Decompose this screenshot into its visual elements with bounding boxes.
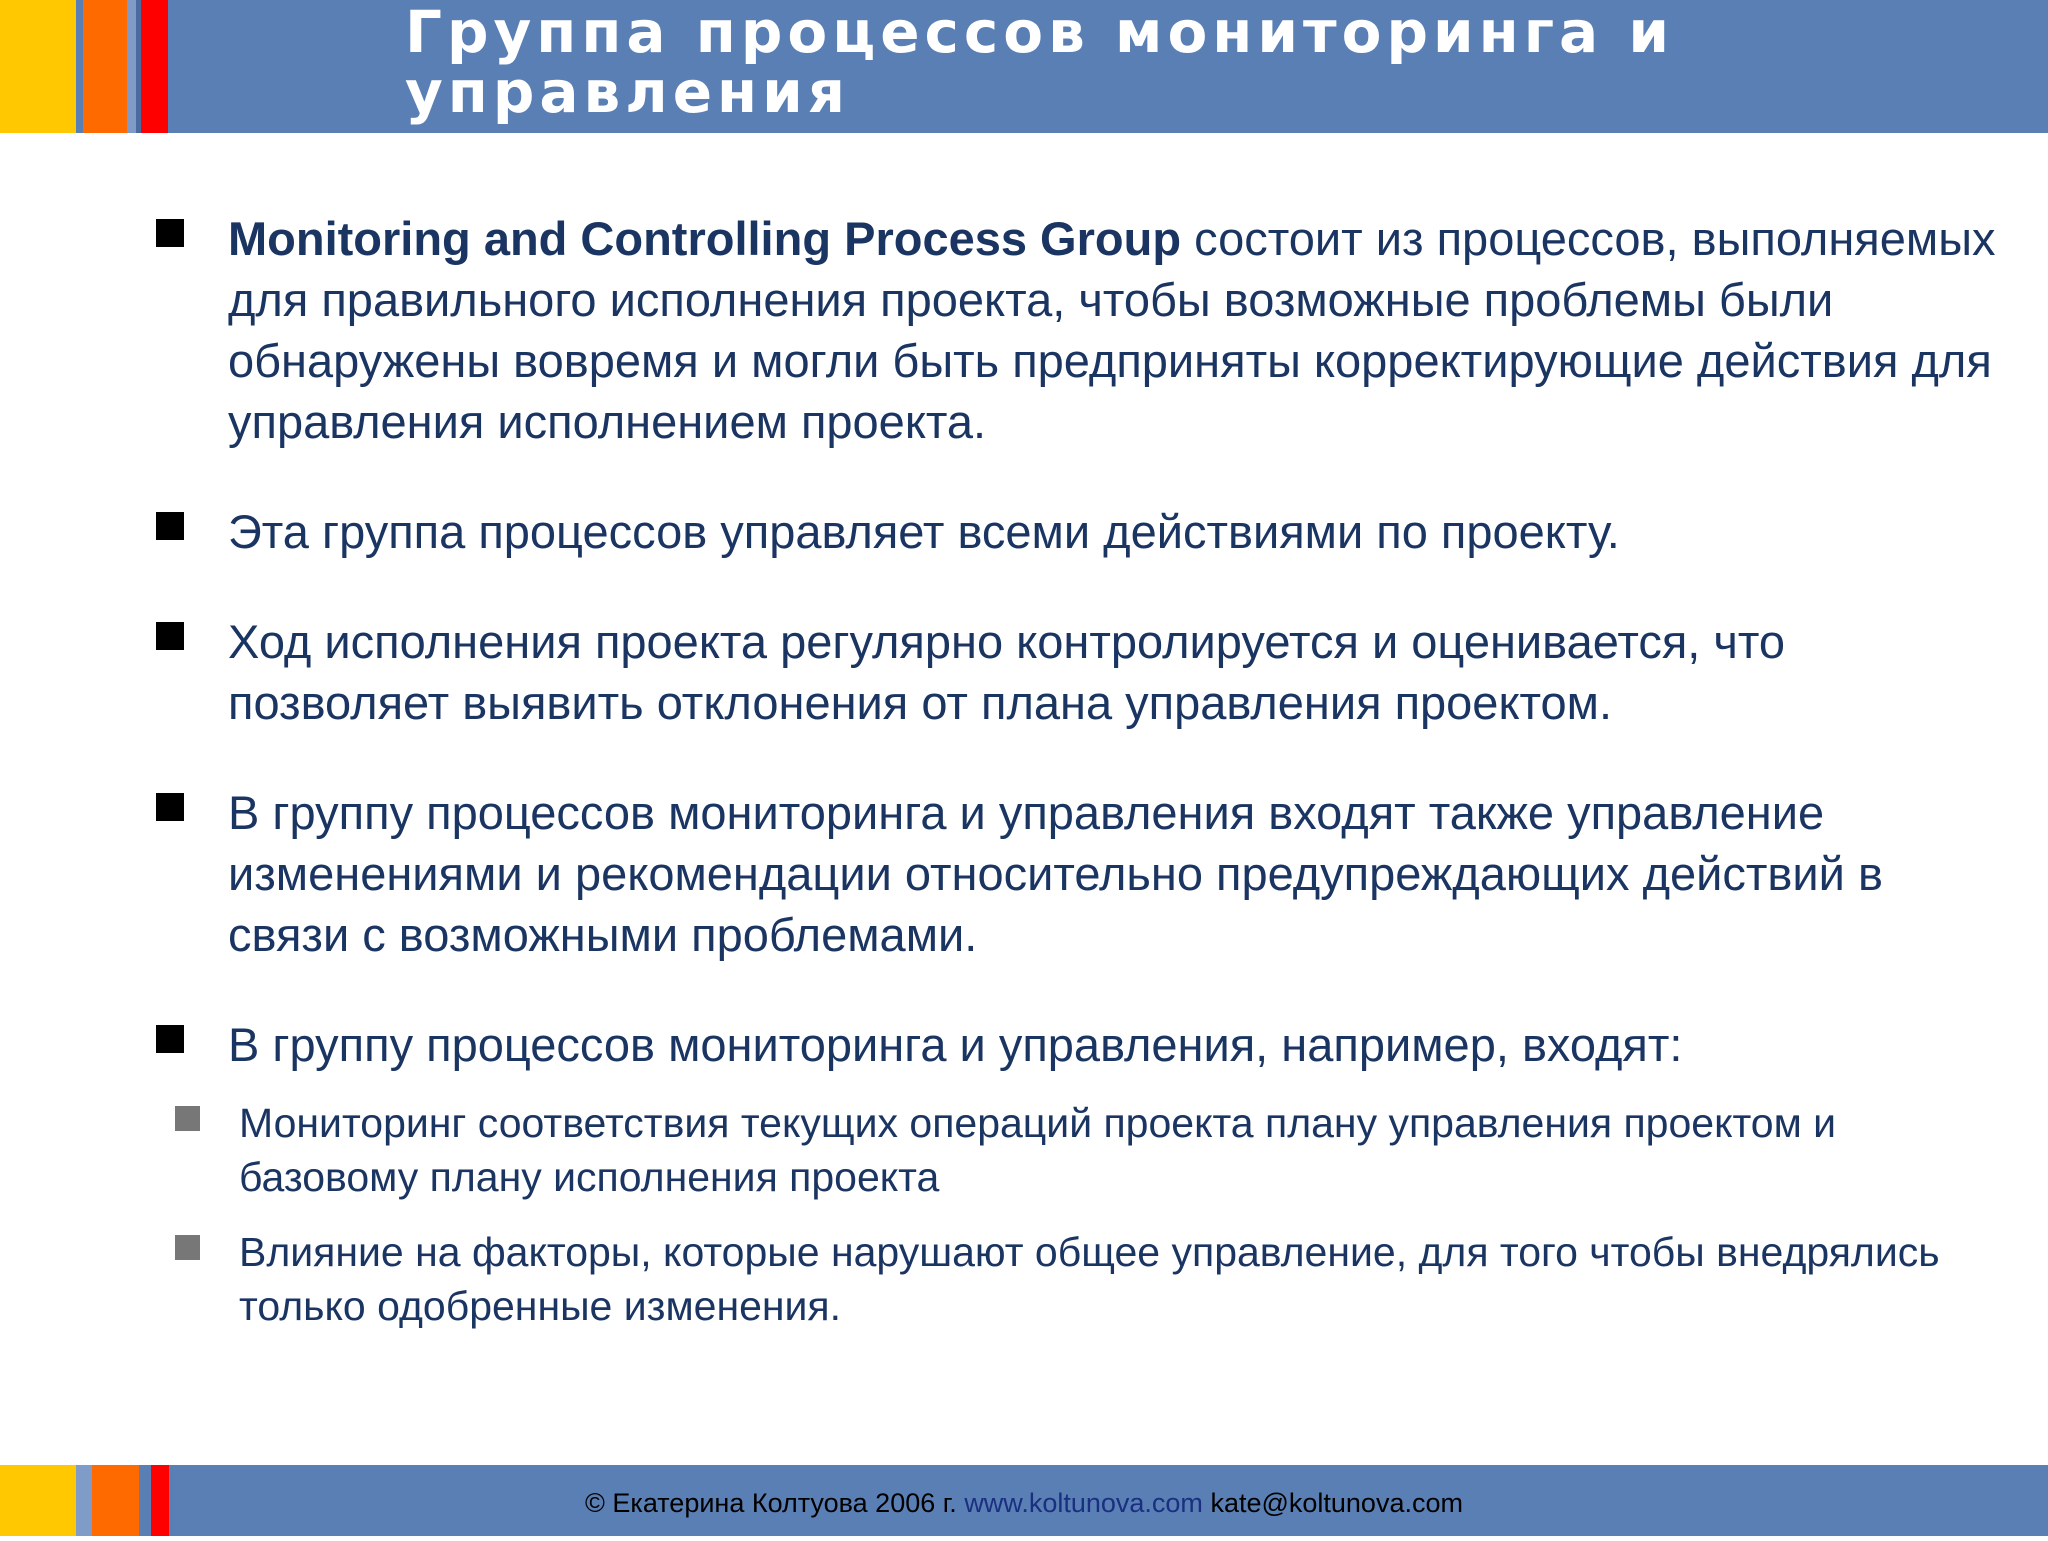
bullet-3: Ход исполнения проекта регулярно контролируется и оценивается, что позволяет выявить отклонения от плана управления проектом. (228, 615, 1786, 729)
header-bar (0, 0, 2048, 133)
subbullet-2: Влияние на факторы, которые нарушают общее управление, для того чтобы внедрялись только одобренные изменения. (239, 1229, 1940, 1329)
footer-copyright: © Екатерина Колтуова 2006 г. (585, 1488, 957, 1518)
subbullet-marker (175, 1106, 200, 1131)
bullet-marker (156, 512, 184, 540)
header-stripe-yellow (0, 0, 76, 133)
footer-website-link[interactable]: www.koltunova.com (964, 1488, 1203, 1518)
bullet-marker (156, 793, 184, 821)
header-stripe-blue (127, 0, 136, 133)
bullet-marker (156, 622, 184, 650)
bullet-1-bold: Monitoring and Controlling Process Group (228, 212, 1182, 265)
header-stripe-orange (83, 0, 127, 133)
footer-text (0, 1465, 2048, 1536)
footer-bar (0, 1465, 2048, 1536)
bullet-5: В группу процессов мониторинга и управления, например, входят: (228, 1018, 1683, 1071)
header-stripe-red (141, 0, 168, 133)
footer-email[interactable]: kate@koltunova.com (1210, 1488, 1463, 1518)
subbullet-1: Мониторинг соответствия текущих операций проекта плану управления проектом и базовому плану исполнения проекта (239, 1100, 1837, 1200)
subbullet-marker (175, 1235, 200, 1260)
bullet-2: Эта группа процессов управляет всеми действиями по проекту. (228, 505, 1620, 558)
bullet-4: В группу процессов мониторинга и управления входят также управление изменениями и рекомендации относительно предупреждающих действий в связи с возможными проблемами. (228, 786, 1883, 961)
bullet-1 (228, 208, 2008, 452)
bullet-marker (156, 1025, 184, 1053)
slide-title: Группа процессов мониторинга и управления (405, 0, 1674, 126)
bullet-marker (156, 219, 184, 247)
bullet-1-text: состоит из процессов, выполняемых для правильного исполнения проекта, чтобы возможные проблемы были обнаружены вовремя и могли быть предприняты корректирующие действия для управления исполнением проекта. (228, 212, 1996, 448)
